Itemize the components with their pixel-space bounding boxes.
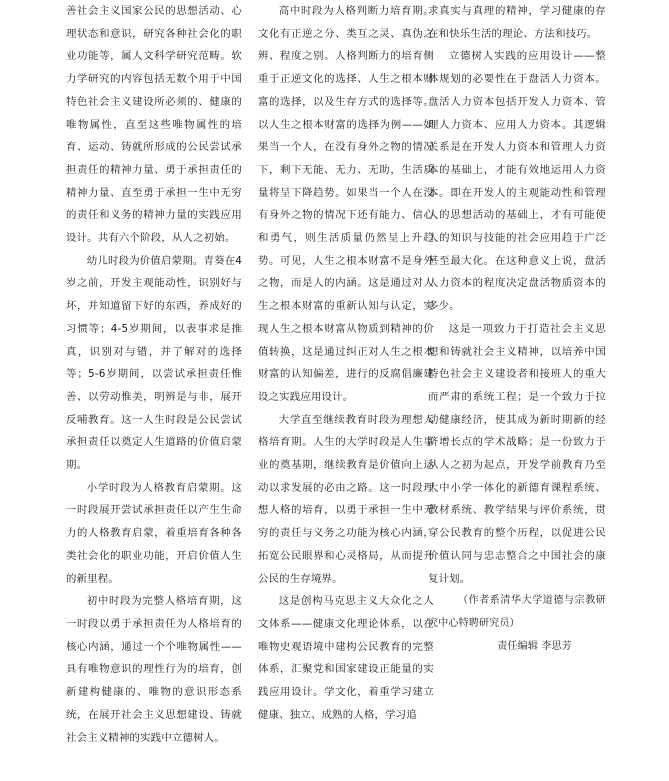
paragraph: 小学时段为人格教育启蒙期。这一时段展开尝试承担责任以产生生命力的人格教育启蒙，着重培育各种各类社会化的职业功能，开启价值人生的新里程。 <box>66 481 242 585</box>
article-column-3 <box>428 0 606 658</box>
paragraph: 幼儿时段为价值启蒙期。青葵在4岁之前，开发主观能动性，识别好与坏，并知道留下好的东西，养成好的习惯等；4-5岁期间，以表事求是推真，识别对与错，并了解对的选择等；5-6岁期间，以尝试承担责任惟善、以劳动惟美，明辨是与非，展开反哺教育。这一人生时段是公民尝试承担责任以奠定人生道路的价值启蒙期。 <box>66 254 242 472</box>
article-column-1 <box>66 0 242 749</box>
paragraph: 初中时段为完整人格培育期，这一时段以勇于承担责任为人格培育的核心内涵，通过一个个唯物属性——具有唯物意识的理性行为的培育，创新建构健康的、唯物的意识形态系统，在展开社会主义思想建设、铸就社会主义精神的实践中立德树人。 <box>66 595 242 744</box>
paragraph: 善社会主义国家公民的思想活动、心理状态和意识，研究各种社会化的职业功能等，属人文科学研究范畴。软力学研究的内容包括无数个用于中国特色社会主义建设所必须的、健康的唯物属性，直至这些唯物属性的培育、运动、铸就所形成的公民尝试承担责任的精神力量、勇于承担责任的精神力量、直至勇于承担一生中无穷的责任和义务的精神力量的实践应用设计。共有六个阶段，从人之初始。 <box>66 5 242 245</box>
author-note: （作者系清华大学道德与宗教研究中心特聘研究员） <box>428 595 606 629</box>
article-column-2 <box>258 0 434 727</box>
paragraph: 求真实与真理的精神，学习健康的存在和快乐生活的理论、方法和技巧。 <box>428 5 606 40</box>
editor-credit: 责任编辑 李思芳 <box>497 640 572 652</box>
paragraph: 立德树人实践的应用设计——整体规划的必要性在于盘活人力资本。盘活人力资本包括开发人力资本、管理人力资本、应用人力资本。其逻辑关系是在开发人力资本和管理人力资本的基础上，才能有效地运用人力资本。即在开发人的主观能动性和管理人的思想活动的基础上，才有可能使人的知识与技能的社会应用趋于广泛甚至最大化。在这种意义上说，盘活人力资本的程度决定盘活物质资本的多少。 <box>428 50 606 313</box>
paragraph: 这是创构马克思主义大众化之人文体系——健康文化理论体系，以在唯物史观语境中建构公民教育的完整体系，汇聚党和国家建设正能量的实践应用设计。学文化，着重学习建立健康、独立、成熟的人格，学习追 <box>258 595 434 721</box>
paragraph: 这是一项致力于打造社会主义思想和铸就社会主义精神，以培养中国特色社会主义建设者和接班人的重大而严肃的系统工程；是一个致力于拉动健康经济，使其成为新时期新的经济增长点的学术战略；是一份致力于从人之初为起点，开发学前教育乃至大中小学一体化的新德育课程系统、教材系统、教学结果与评价系统，贯穿公民教育的整个历程，以促进公民价值认同与忠志整合之中国社会的康复计划。 <box>428 322 606 585</box>
paragraph: 高中时段为人格判断力培育期。文化有正逆之分、类互之灵、真伪之辨、程度之别。人格判断力的培育侧重于正逆文化的选择、人生之根本财富的选择，以及生存方式的选择等。以人生之根本财富的选择为例——如果当一个人，在没有身外之物的情况下，剩下无能、无力、无助，生活质量将呈下降趋势。如果当一个人在没有身外之物的情况下还有能力、信心和勇气，则生活质量仍然呈上升趋势。可见，人生之根本财富不是身外之物，而是人的内涵。这是通过对人生之根本财富的重新认知与认定，实现人生之根本财富从物质到精神的价值转换，这是通过纠正对人生之根本财富的认知偏差，进行的反腐倡廉建设之实践应用设计。 <box>258 5 434 403</box>
paragraph: 大学直至继续教育时段为理想人格培育期。人生的大学时段是人生事业的奠基期，继续教育是价值向上运动以求发展的必由之路。这一时段理想人格的培育，以勇于承担一生中无穷的责任与义务之功能为核心内涵，拓宽公民眼界和心灵格局，从而提升公民的生存境界。 <box>258 413 434 585</box>
